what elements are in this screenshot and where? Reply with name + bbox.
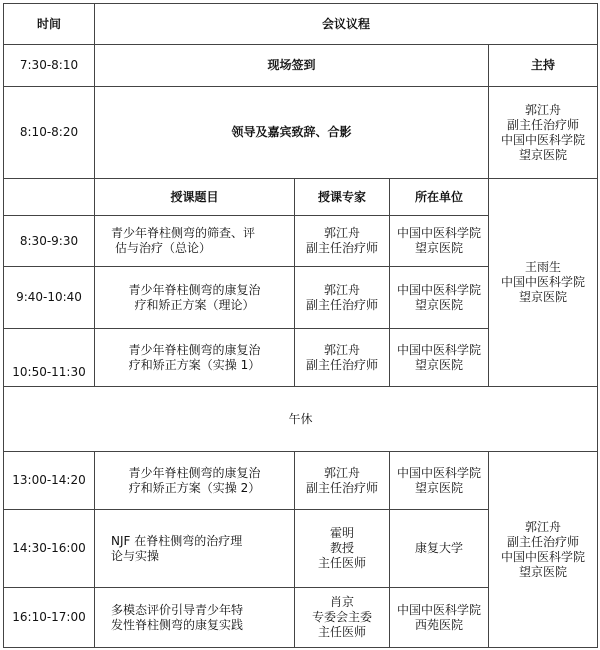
host-column-header: 主持: [489, 45, 598, 87]
session-topic: [95, 329, 295, 387]
unit-line: 中国中医科学院: [396, 602, 481, 617]
host-unit-branch: 望京医院: [519, 290, 568, 304]
unit-line: 望京医院: [414, 297, 463, 312]
welcome-host: [489, 87, 598, 179]
unit-line: 康复大学: [414, 541, 463, 555]
session-topic: [95, 452, 295, 510]
session1-host: [489, 179, 598, 387]
welcome-row: [4, 87, 598, 179]
session-time: 16:10-17:00: [4, 588, 95, 648]
session-topic: [95, 510, 295, 588]
session-expert: [295, 329, 390, 387]
topic-column-header: 授课题目: [95, 179, 295, 216]
topic-line: NJF 在脊柱侧弯的治疗理: [111, 533, 243, 548]
unit-column-header: 所在单位: [390, 179, 489, 216]
session-time: 9:40-10:40: [4, 267, 95, 329]
topic-line: 估与治疗（总论）: [115, 241, 212, 255]
host-title: 副主任治疗师: [507, 117, 580, 132]
expert-title: 主任医师: [317, 625, 366, 639]
session-unit: [390, 216, 489, 267]
host-name: 郭江舟: [525, 102, 562, 117]
session-time: 13:00-14:20: [4, 452, 95, 510]
expert-title: 副主任治疗师: [305, 297, 378, 312]
host-unit: 中国中医科学院: [501, 132, 586, 147]
session-expert: [295, 216, 390, 267]
session-unit: [390, 588, 489, 648]
host-name: 郭江舟: [525, 519, 562, 534]
lunch-break: 午休: [4, 387, 598, 452]
topic-line: 青少年脊柱侧弯的康复治: [128, 465, 261, 480]
session2-host: [489, 452, 598, 648]
session-time: 10:50-11:30: [4, 329, 95, 387]
unit-line: 中国中医科学院: [396, 282, 481, 297]
host-unit: 中国中医科学院: [501, 275, 586, 289]
unit-line: 望京医院: [414, 241, 463, 255]
topic-line: 青少年脊柱侧弯的筛查、评: [111, 226, 256, 240]
session-unit: [390, 510, 489, 588]
expert-title: 副主任治疗师: [305, 480, 378, 495]
host-unit-branch: 望京医院: [519, 564, 568, 579]
topic-line: 青少年脊柱侧弯的康复治: [128, 282, 261, 297]
expert-name: 霍明: [329, 526, 354, 540]
expert-title: 教授: [329, 541, 354, 555]
unit-line: 中国中医科学院: [396, 226, 481, 240]
topic-line: 疗和矫正方案（理论）: [134, 297, 255, 312]
unit-line: 西苑医院: [414, 617, 463, 632]
expert-name: 肖京: [329, 595, 354, 609]
session-unit: [390, 267, 489, 329]
subheader-time-blank: [4, 179, 95, 216]
expert-column-header: 授课专家: [295, 179, 390, 216]
unit-line: 中国中医科学院: [396, 465, 481, 480]
agenda-table: [3, 3, 598, 648]
session-topic: [95, 216, 295, 267]
session-topic: [95, 588, 295, 648]
session-topic: [95, 267, 295, 329]
unit-line: 望京医院: [414, 480, 463, 495]
unit-line: 中国中医科学院: [396, 342, 481, 357]
welcome-time: 8:10-8:20: [4, 87, 95, 179]
topic-line: 发性脊柱侧弯的康复实践: [111, 617, 244, 632]
expert-name: 郭江舟: [323, 342, 360, 357]
session-expert: [295, 588, 390, 648]
host-title: 副主任治疗师: [507, 534, 580, 549]
checkin-row: [4, 45, 598, 87]
checkin-time: 7:30-8:10: [4, 45, 95, 87]
session-time: 8:30-9:30: [4, 216, 95, 267]
subheader-row: [4, 179, 598, 216]
session-expert: [295, 510, 390, 588]
session-expert: [295, 452, 390, 510]
lunch-row: [4, 387, 598, 452]
expert-name: 郭江舟: [323, 226, 360, 240]
expert-title: 副主任治疗师: [305, 241, 378, 255]
session-time: 14:30-16:00: [4, 510, 95, 588]
unit-line: 望京医院: [414, 357, 463, 372]
welcome-title: 领导及嘉宾致辞、合影: [95, 87, 489, 179]
expert-title: 主任医师: [317, 556, 366, 570]
agenda-header: 会议议程: [95, 4, 598, 45]
expert-name: 郭江舟: [323, 282, 360, 297]
host-unit: 中国中医科学院: [501, 549, 586, 564]
topic-line: 论与实操: [111, 548, 160, 563]
session-unit: [390, 452, 489, 510]
session-unit: [390, 329, 489, 387]
expert-title: 专委会主委: [311, 610, 372, 624]
expert-name: 郭江舟: [323, 465, 360, 480]
topic-line: 疗和矫正方案（实操 2）: [128, 480, 261, 495]
host-unit-branch: 望京医院: [519, 147, 568, 162]
table-row: [4, 452, 598, 510]
header-row: [4, 4, 598, 45]
host-name: 王雨生: [525, 260, 562, 274]
expert-title: 副主任治疗师: [305, 357, 378, 372]
topic-line: 疗和矫正方案（实操 1）: [128, 357, 261, 372]
topic-line: 多模态评价引导青少年特: [111, 602, 244, 617]
time-column-header: 时间: [4, 4, 95, 45]
topic-line: 青少年脊柱侧弯的康复治: [128, 342, 261, 357]
checkin-title: 现场签到: [95, 45, 489, 87]
session-expert: [295, 267, 390, 329]
